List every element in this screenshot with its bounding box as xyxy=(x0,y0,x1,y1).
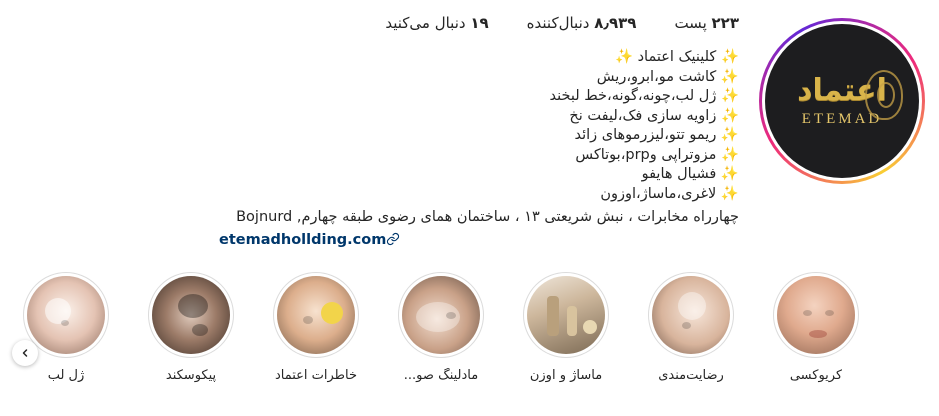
highlight-label: مادلینگ صو... xyxy=(403,368,479,383)
profile-avatar-story-ring[interactable] xyxy=(759,18,925,184)
highlight-ring xyxy=(148,272,234,358)
highlight-label: کریوکسی xyxy=(789,368,843,383)
highlight-cover-image xyxy=(777,276,855,354)
chevron-left-icon xyxy=(19,347,31,359)
highlight-ring xyxy=(773,272,859,358)
highlight-ring xyxy=(273,272,359,358)
avatar-logo-sub: ETEMAD xyxy=(801,110,883,127)
highlight-label: ژل لب xyxy=(47,368,85,383)
highlight-label: خاطرات اعتماد xyxy=(274,368,358,383)
highlight-satisfaction[interactable] xyxy=(641,272,741,416)
highlights-scroll-left-button[interactable] xyxy=(12,340,38,366)
stat-followers-label: دنبال‌کننده xyxy=(526,14,590,32)
bio-line: ✨ مزوتراپی وprp،بوتاکس xyxy=(575,146,739,163)
profile-stats xyxy=(385,14,739,32)
stat-following[interactable] xyxy=(385,14,488,32)
stat-following-value: ۱۹ xyxy=(470,14,489,32)
stat-posts xyxy=(674,14,739,32)
bio-website-link[interactable] xyxy=(219,231,405,251)
highlight-picosecond[interactable] xyxy=(141,272,241,416)
stat-following-label: دنبال می‌کنید xyxy=(385,14,466,32)
stat-posts-value: ۲۲۳ xyxy=(711,14,739,32)
bio-line: ✨ ریمو تتو،لیزرموهای زائد xyxy=(574,127,739,143)
bio-website-text: etemadhollding.com xyxy=(219,231,387,248)
highlight-ring xyxy=(523,272,609,358)
highlight-modeling[interactable] xyxy=(391,272,491,416)
highlight-cover-image xyxy=(402,276,480,354)
stat-followers-value: ۸٫۹۳۹ xyxy=(594,14,637,32)
avatar-logo-main: اعتماد xyxy=(797,72,887,108)
bio-line: ✨ لاغری،ماساژ،اوزون xyxy=(600,185,739,202)
highlight-massage[interactable] xyxy=(516,272,616,416)
bio-line: ✨ فشیال هایفو xyxy=(641,166,739,182)
bio-address: چهارراه مخابرات ، نبش شریعتی ۱۳ ، ساختمان همای رضوی طبقه چهارم, Bojnurd xyxy=(236,209,739,225)
highlight-label: ماساژ و اوزن xyxy=(529,368,603,383)
bio-line: ✨ کاشت مو،ابرو،ریش xyxy=(596,68,739,85)
highlight-label: رضایت‌مندی xyxy=(658,368,724,383)
highlight-ring xyxy=(398,272,484,358)
highlight-cover-image xyxy=(152,276,230,354)
avatar[interactable] xyxy=(765,24,919,178)
external-link-icon xyxy=(386,232,400,246)
stat-followers[interactable] xyxy=(527,14,637,32)
bio-line: ✨ کلینیک اعتماد ✨ xyxy=(614,49,739,65)
highlight-cover-image xyxy=(652,276,730,354)
highlight-label: پیکوسکند xyxy=(165,368,217,383)
avatar-ornament-icon xyxy=(865,70,903,120)
highlight-cover-image xyxy=(277,276,355,354)
highlight-cover-image xyxy=(527,276,605,354)
profile-bio xyxy=(219,48,739,250)
highlight-memories[interactable] xyxy=(266,272,366,416)
bio-line: ✨ ژل لب،چونه،گونه،خط لبخند xyxy=(549,88,739,104)
avatar-inner-ring xyxy=(762,21,922,181)
stat-posts-label: پست xyxy=(674,14,707,32)
highlight-cryobiosi[interactable] xyxy=(766,272,866,416)
bio-line: ✨ زاویه سازی فک،لیفت نخ xyxy=(569,107,739,124)
highlight-ring xyxy=(648,272,734,358)
story-highlights-row[interactable] xyxy=(0,272,939,416)
highlight-cover-image xyxy=(27,276,105,354)
